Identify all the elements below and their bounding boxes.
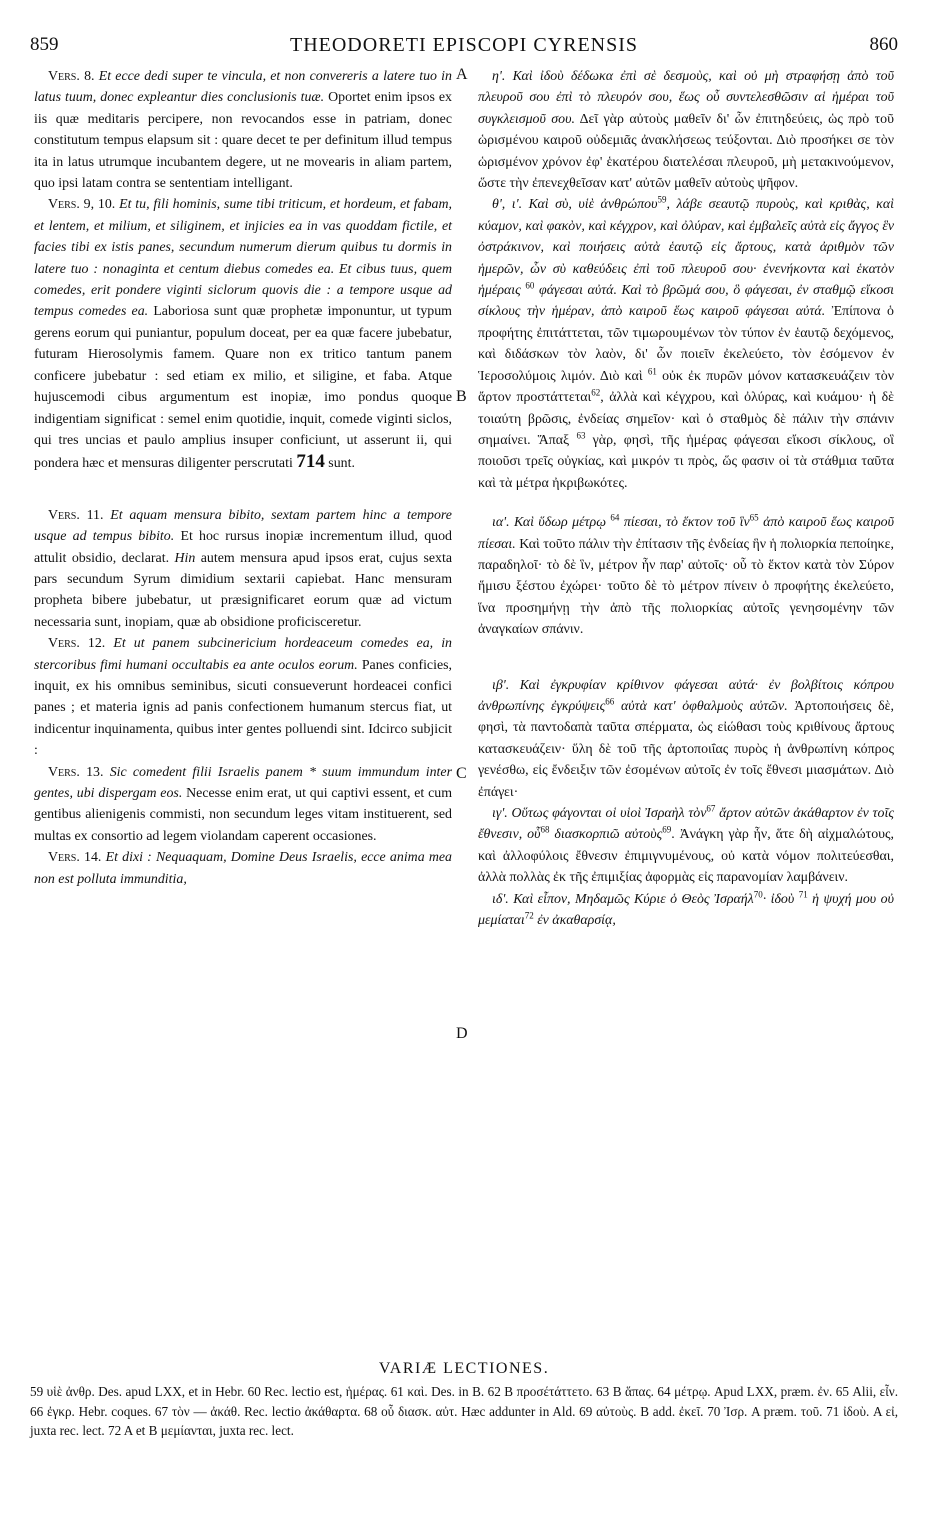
variant-readings-title: VARIÆ LECTIONES. xyxy=(378,1360,550,1377)
variant-readings xyxy=(30,1360,898,1441)
verse-text: ιγ'. Οὕτως φάγονται οἱ υἱοὶ Ἰσραὴλ τὸν xyxy=(492,806,707,821)
page-number-left: 859 xyxy=(30,34,59,55)
footnote-ref: 69 xyxy=(662,824,672,835)
latin-column xyxy=(34,66,452,890)
commentary-text: autem mensura apud ipsos erat, cujus sexta pars secundum Syrum dimidium sextarii capiebat. Hanc mensuram propheta bibere jubebatur, ut præsignificaret eorum quæ ad victum necessaria sunt, inopiam, quæ ab obsidione proficisceretur. xyxy=(34,550,452,630)
verse-text: Et ecce dedi super te vincula, et non convereris a latere tuo in latus tuum, donec expleantur dies conclusionis tuæ. xyxy=(34,69,452,106)
commentary-text: οὐκ ἐκ πυρῶν μόνον κατασκευάζειν τὸν ἄρτον προστάττεται xyxy=(478,368,894,406)
footnote-ref: 65 xyxy=(749,512,759,523)
verse-text: διασκορπιῶ αὐτοὺς xyxy=(554,827,663,843)
verse-text: ἄρτον αὐτῶν ἀκάθαρτον ἐν τοῖς ἔθνεσιν, οὗ xyxy=(478,806,894,843)
footnote-ref: 60 xyxy=(525,280,535,291)
greek-paragraph xyxy=(478,512,894,640)
commentary-text: Et hoc rursus inopiæ incrementum illud, quod attulit obsidio, declarat. xyxy=(34,529,452,566)
verse-text: ἐν ἀκαθαρσίᾳ, xyxy=(537,913,616,929)
commentary-text: Ἀρτοποιήσεις δὲ, φησὶ, τὰ παντοδαπὰ ταῦτα σπέρματα, ὡς εἰώθασι τοὺς κριθίνους ἄρτους κατασκευάζειν· ὕλη δὲ τοῦ τῆς ἀρτοποιΐας πυρὸς ἡ ἀνθρωπίνη κόπρος γενέσθω, εἰς ἔνδειξιν τῶν ἐσομένων αὐτοῖς ἐν τοῖς ἔθνεσι μιασμάτων. Διὸ ἐπάγει· xyxy=(478,698,894,800)
verse-label: Vers. 14. xyxy=(48,850,102,866)
greek-paragraph xyxy=(478,803,894,889)
commentary-text: Ἐπίπονα ὁ προφήτης ἐπιτάττεται, τῶν τιμωρουμένων τὸν τύπον ἐν ἑαυτῷ δεχόμενος, καὶ διδάσκων τὸν λαὸν, δι' ὧν ποιεῖν ἐκελεύετο, τὸν ἐσόμενον ἐν Ἱεροσολύμοις λιμόν. Διὸ καὶ xyxy=(478,304,894,384)
verse-text: Et ut panem subcinericium hordeaceum comedes ea, in stercoribus fimi humani occultabis ea ante oculos eorum. xyxy=(34,636,452,673)
commentary-text: . Ἀνάγκη γὰρ ἦν, ἅτε δὴ αἰχμαλώτους, καὶ ἀλλοφύλοις ἔθνεσιν ἐπιμιγνυμένους, οὐ κατὰ νόμον πολιτεύεσθαι, ἀλλὰ πολλὰς ἐκ τῆς ἐπιμιξίας ἀφορμὰς εἰς παρανομίαν λαμβάνειν. xyxy=(478,827,894,886)
verse-text: φάγεσαι αὐτά. Καὶ τὸ βρῶμά σου, ὃ φάγεσαι, ἐν σταθμῷ εἴκοσι σίκλους τὴν ἡμέραν, ἀπὸ καιροῦ ἕως καιροῦ φάγεσαι αὐτά. xyxy=(478,283,894,320)
footnote-ref: 72 xyxy=(524,910,534,921)
verse-label: Vers. 9, 10. xyxy=(48,197,116,213)
verse-text: ἡ ψυχή μου οὐ μεμίαται xyxy=(478,891,894,929)
section-marker-b: B xyxy=(456,388,467,405)
verse-text: ἀπὸ καιροῦ ἕως καιροῦ πίεσαι. xyxy=(478,515,894,552)
commentary-text: , ἀλλὰ καὶ κέγχρου, καὶ ὀλύρας, καὶ κυάμου· ἡ δὲ τοιαύτη βρῶσις, ἐνδείας σημεῖον· καὶ ὁ σταθμὸς δὲ πάλιν τὴν σπάνιν σημαίνει. Ἅπαξ xyxy=(478,390,894,448)
verse-text: , λάβε σεαυτῷ πυροὺς, καὶ κριθὰς, καὶ κύαμον, καὶ φακὸν, καὶ κέγχρον, καὶ ὀλύραν, καὶ ἐμβαλεῖς αὐτὰ εἰς ἄγγος ἓν ὀστράκινον, καὶ ποιήσεις αὐτὰ ἑαυτῷ εἰς ἄρτους, κατὰ ἀριθμὸν τῶν ἡμερῶν, ὧν σὺ καθεύδεις ἐπὶ τοῦ πλευροῦ σου· ἐνενήκοντα καὶ ἑκατὸν ἡμέραις xyxy=(478,197,894,299)
verse-text: θ', ι'. Καὶ σὺ, υἱὲ ἀνθρώπου xyxy=(492,197,658,213)
verse-text: Et tu, fili hominis, sume tibi triticum, et hordeum, et fabam, et lentem, et milium, et siliginem, et injicies ea in vas quoddam fictile, et facies tibi ex istis panes, secundum numerum dierum quibus tu dormis in latere tuo : nonaginta et centum diebus comedes ea. Et cibus tuus, quem comedes, erit pondere viginti siclorum quovis die : a tempore usque ad tempus comedes ea. xyxy=(34,197,452,320)
footnote-ref: 62 xyxy=(591,387,601,398)
latin-paragraph xyxy=(34,66,452,194)
commentary-text: γὰρ, φησὶ, τῆς ἡμέρας φάγεσαι εἴκοσι σίκλους, οἳ ποιοῦσι τρεῖς οὐγκίας, καὶ μικρόν τι πρὸς, ὥς φασιν οἱ τὰ στάθμια ταῦτα καὶ τὰ μέτρα ἠκριβωκότες. xyxy=(478,432,894,491)
commentary-text: Oportet enim ipsos ex iis quæ meditaris percipere, non revocandos esse in patriam, donec constitutum tempus elapsum sit : quare decet te per definitum illud tempus ita in latus utrumque incubantem degere, ut ne movearis in aliam partem, quo ipsi latam contra se sententiam intelligant. xyxy=(34,90,452,192)
footnote-ref: 61 xyxy=(647,366,657,377)
footnote-ref: 63 xyxy=(576,430,586,441)
verse-text: ιβ'. Καὶ ἐγκρυφίαν κρίθινον φάγεσαι αὐτά· ἐν βολβίτοις κόπρου ἀνθρωπίνης ἐγκρύψεις xyxy=(478,677,894,714)
verse-label: Vers. 13. xyxy=(48,764,104,780)
greek-paragraph xyxy=(478,194,894,494)
verse-text: Et dixi : Nequaquam, Domine Deus Israelis, ecce anima mea non est polluta immunditia, xyxy=(34,850,452,887)
commentary-text: Necesse enim erat, ut qui captivi essent, et cum gentibus alienigenis commisti, non secundum leges vitam instituerent, sed multas ex consortio ad legem violandam caperent occasiones. xyxy=(34,786,453,844)
verse-text: · ἰδοὺ xyxy=(762,891,795,907)
commentary-text: Καὶ τοῦτο πάλιν τὴν ἐπίτασιν τῆς ἐνδείας ἣν ἡ πολιορκία πεποίηκε, παραδηλοῖ· τὸ δὲ ἳν, μέτρον ἦν παρ' αὐτοῖς· οὗ τὸ ἕκτον κατὰ τὸν Σύρον ἥμισυ ξέστου ἐχώρει· τοῦτο δὲ τὸ μέτρον πίνειν ὁ προφήτης ἐκελεύετο, ἵνα προσημήνῃ τὴν ἀπὸ τῆς πολιορκίας αὐτοῖς γενησομένην τῶν ἀναγκαίων σπάνιν. xyxy=(478,536,894,638)
verse-label: Vers. 11. xyxy=(48,507,104,523)
variant-readings-text: 59 υἱὲ ἀνθρ. Des. apud LXX, et in Hebr. 60 Rec. lectio est, ἡμέρας. 61 καὶ. Des. in B. 62 B προσέτάττετο. 63 B ἅπας. 64 μέτρῳ. Apud LXX, præm. ἐν. 65 Alii, εἶν. 66 ἐγκρ. Hebr. coques. 67 τὸν — ἀκάθ. Rec. lectio ἀκάθαρτα. 68 οὗ διασκ. αὐτ. Hæc addunter in Ald. 69 αὐτοὺς. B add. ἐκεῖ. 70 Ἰσρ. A præm. τοῦ. 71 ἰδοὺ. A εἰ, juxta rec. lect. 72 A et B μεμίανται, juxta rec. lect. xyxy=(30,1384,898,1439)
running-title: THEODORETI EPISCOPI CYRENSIS xyxy=(289,34,639,56)
footnote-ref: 71 xyxy=(798,889,808,899)
footnote-ref: 70 xyxy=(753,889,763,899)
section-marker-d: D xyxy=(456,1025,468,1042)
latin-paragraph xyxy=(34,847,452,890)
footnote-ref: 66 xyxy=(605,696,615,707)
verse-text: πίεσαι, τὸ ἕκτον τοῦ ἳν xyxy=(623,515,750,531)
page-number-right: 860 xyxy=(869,34,898,55)
commentary-text: sunt. xyxy=(328,456,355,472)
greek-paragraph xyxy=(478,889,894,932)
verse-text: η'. Καὶ ἰδοὺ δέδωκα ἐπὶ σὲ δεσμοὺς, καὶ οὐ μὴ στραφήσῃ ἀπὸ τοῦ πλευροῦ σου ἐπὶ τὸ πλευρόν σου, ἕως οὗ συντελεσθῶσιν αἱ ἡμέραι τοῦ συγκλεισμοῦ σου. xyxy=(478,69,894,127)
commentary-italic: Hin xyxy=(174,550,196,566)
latin-paragraph xyxy=(34,633,452,761)
footnote-ref: 67 xyxy=(706,803,716,814)
verse-text: ια'. Καὶ ὕδωρ μέτρῳ xyxy=(492,515,607,531)
verse-text: αὐτὰ κατ' ὀφθαλμοὺς αὐτῶν. xyxy=(620,698,788,714)
verse-label: Vers. 8. xyxy=(48,69,95,84)
commentary-text: Laboriosa sunt quæ prophetæ imponuntur, ut typum gerens eorum qui puniantur, populum doceat, per ea quæ facere jubebatur, futuram Hierosolymis famem. Quare non ex tritico tantum panem conficere jubebatur : sed etiam ex milio, et siligine, et faba. Atque hujuscemodi cibus argumentum est inopiæ, imo pondus quoque indigentiam significat : semel enim quotidie, inquit, comede viginti siclos, qui tres uncias et paulo amplius insuper conficiunt, ut asserunt ii, qui pondera hæc et mensuras diligenter perscrutati xyxy=(34,304,452,472)
verse-text: Sic comedent filii Israelis panem * suum immundum inter gentes, ubi dispergam eos. xyxy=(34,764,452,801)
commentary-text: Δεῖ γὰρ αὐτοὺς μαθεῖν δι' ὧν ἐπιτηδεύεις, ὡς πρὸ τοῦ ὡρισμένου καιροῦ οὐδεμιᾶς ἀνακλήσεως τεύξονται. Διὸ προσήκει σε τὸν ὡρισμένον χρόνον ἐφ' ἑκατέρου διατελέσαι πλευροῦ, μὴ μετακινούμενον, ὥστε τὴν ἐπενεχθεῖσαν κατ' αὐτῶν μαθεῖν αὐτοὺς ψῆφον. xyxy=(478,111,894,192)
footnote-ref: 64 xyxy=(610,512,620,523)
latin-paragraph xyxy=(34,505,452,633)
latin-paragraph xyxy=(34,194,452,474)
edition-page-number: 714 xyxy=(296,451,325,473)
latin-paragraph xyxy=(34,762,452,848)
verse-text: Et aquam mensura bibito, sextam partem hinc a tempore usque ad tempus bibito. xyxy=(34,507,452,545)
verse-text: ιδ'. Καὶ εἶπον, Μηδαμῶς Κύριε ὁ Θεὸς Ἰσραήλ xyxy=(492,891,754,907)
greek-paragraph xyxy=(478,675,894,803)
verse-label: Vers. 12. xyxy=(48,636,106,652)
page-header xyxy=(30,34,898,64)
commentary-text: Panes conficies, inquit, ex his omnibus seminibus, sicuti consueverunt hordeacei confici panes ; et materia ignis ad panis confectionem humanum stercus fiat, ut indicentur inquinamenta, quibus inter gentes polluendi sint. Idcirco subjicit : xyxy=(34,657,452,759)
section-marker-a: A xyxy=(456,66,468,83)
footnote-ref: 59 xyxy=(657,194,667,205)
greek-paragraph xyxy=(478,66,894,194)
section-marker-c: C xyxy=(456,765,467,782)
greek-column xyxy=(478,66,894,931)
footnote-ref: 68 xyxy=(540,824,550,835)
